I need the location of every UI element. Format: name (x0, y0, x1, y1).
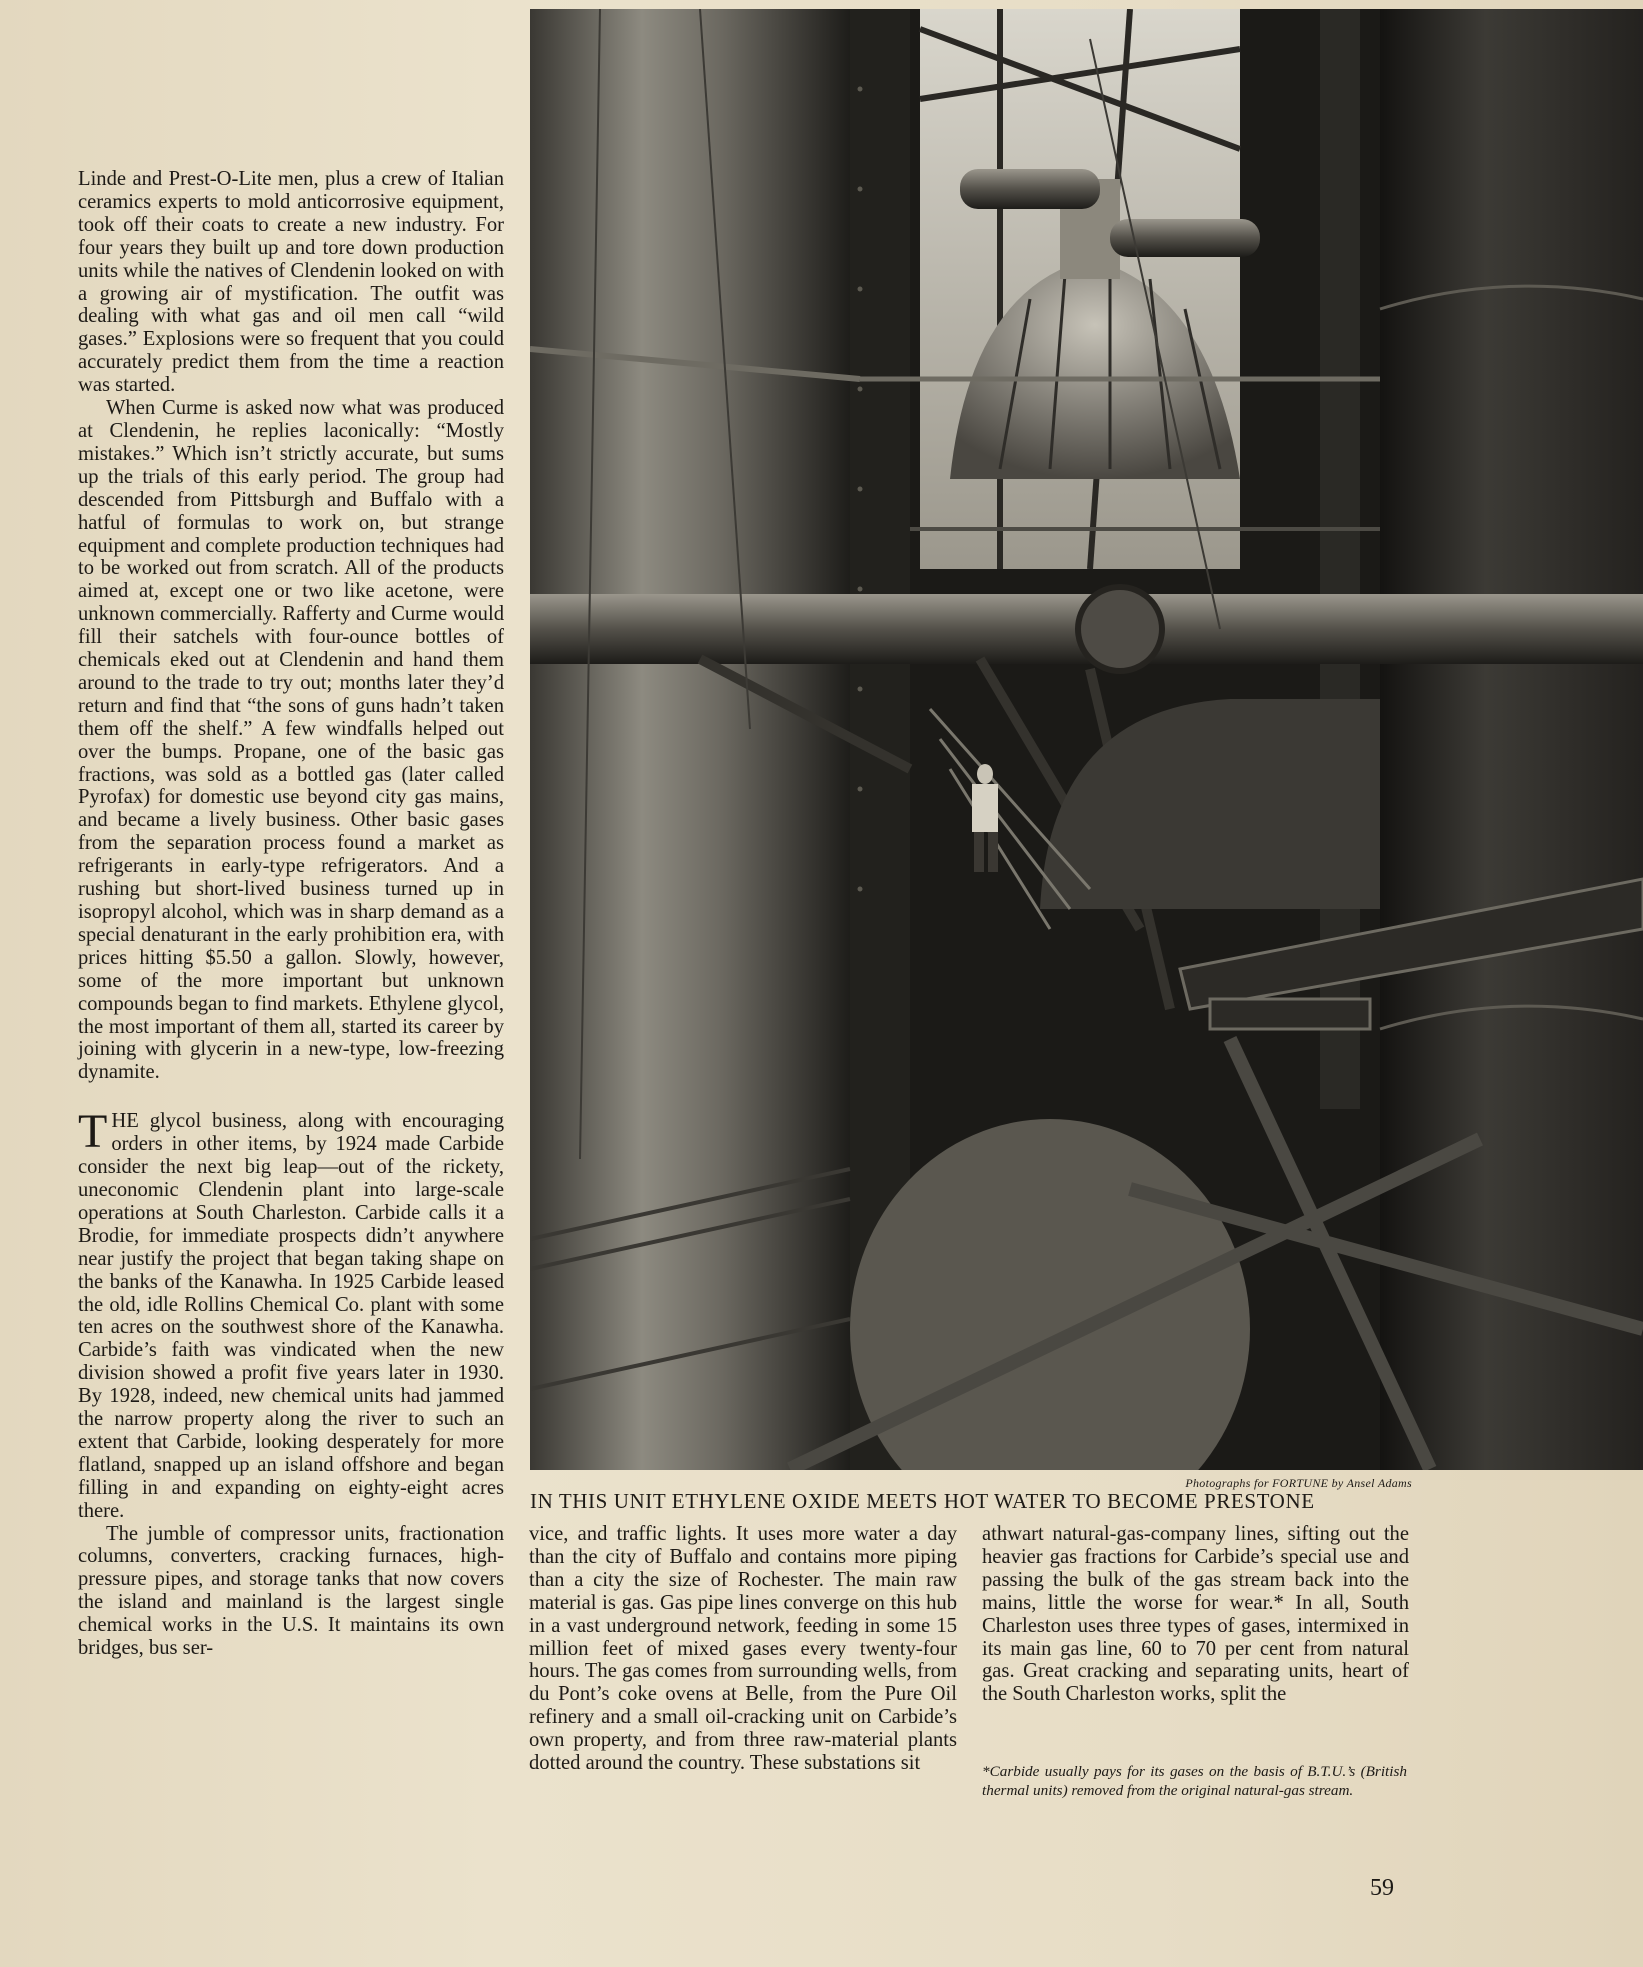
paragraph: Linde and Prest-O-Lite men, plus a crew of Italian ceramics experts to mold anticorrosive equipment, took off their coats to create a new industry. For four years they built up and tore down production units while the natives of Clendenin looked on with a growing air of mystification. The outfit was dealing with what gas and oil men call “wild gases.” Explosions were so frequent that you could accurately predict them from the time a reaction was started. (78, 168, 504, 397)
paragraph: athwart natural-gas-company lines, sifting out the heavier gas fractions for Carbide’s special use and passing the bulk of the gas stream back into the mains, little the worse for wear.* In all, South Charleston uses three types of gases, intermixed in its main gas line, 60 to 70 per cent from natural gas. Great cracking and separating units, heart of the South Charleston works, split the (982, 1523, 1409, 1706)
drop-cap: T (78, 1105, 108, 1159)
photo-caption: IN THIS UNIT ETHYLENE OXIDE MEETS HOT WATER TO BECOME PRESTONE (530, 1489, 1315, 1513)
footnote: *Carbide usually pays for its gases on the basis of B.T.U.’s (British thermal units) removed from the original natural-gas stream. (982, 1763, 1407, 1799)
paragraph-with-dropcap (78, 1105, 504, 1522)
photo-credit: Photographs for FORTUNE by Ansel Adams (1185, 1476, 1412, 1490)
paragraph-text: HE glycol business, along with encouraging orders in other items, by 1924 made Carbide consider the next big leap—out of the rickety, uneconomic Clendenin plant into large-scale operations at South Charleston. Carbide calls it a Brodie, for immediate prospects didn’t anywhere near justify the project that began taking shape on the banks of the Kanawha. In 1925 Carbide leased the old, idle Rollins Chemical Co. plant with some ten acres on the southwest shore of the Kanawha. Carbide’s faith was vindicated when the new division showed a profit five years later in 1930. By 1928, indeed, new chemical units had jammed the narrow property along the river to such an extent that Carbide, looking desperately for more flatland, snapped up an island offshore and began filling in and expanding on eighty-eight acres there. (78, 1110, 504, 1522)
industrial-plant-photo (530, 9, 1643, 1470)
middle-text-column (529, 1523, 957, 1775)
right-text-column (982, 1523, 1409, 1706)
photo-illustration (530, 9, 1643, 1470)
paragraph: vice, and traffic lights. It uses more water a day than the city of Buffalo and contains more piping than a city the size of Rochester. The main raw material is gas. Gas pipe lines converge on this hub in a vast underground network, feeding in some 15 million feet of mixed gases every twenty-four hours. The gas comes from surrounding wells, from du Pont’s coke ovens at Belle, from the Pure Oil refinery and a small oil-cracking unit on Carbide’s own property, and from three raw-material plants dotted around the country. These substations sit (529, 1523, 957, 1775)
paragraph: When Curme is asked now what was produced at Clendenin, he replies laconically: “Mostly mistakes.” Which isn’t strictly accurate, but sums up the trials of this early period. The group had descended from Pittsburgh and Buffalo with a hatful of formulas to work on, but strange equipment and complete production techniques had to be worked out from scratch. All of the products aimed at, except one or two like acetone, were unknown commercially. Rafferty and Curme would fill their satchels with four-ounce bottles of chemicals eked out at Clendenin and hand them around to the trade to try out; months later they’d return and find that “the sons of guns hadn’t taken them off the shelf.” A few windfalls helped out over the bumps. Propane, one of the basic gas fractions, was sold as a bottled gas (later called Pyrofax) for domestic use beyond city gas mains, and became a lively business. Other basic gases from the separation process found a market as refrigerants in early-type refrigerators. And a rushing but short-lived business turned up in isopropyl alcohol, which was in sharp demand as a special denaturant in the early prohibition era, with prices hitting $5.50 a gallon. Slowly, however, some of the more important but unknown compounds began to find markets. Ethylene glycol, the most important of them all, started its career by joining with glycerin in a new-type, low-freezing dynamite. (78, 397, 504, 1084)
paragraph: The jumble of compressor units, fractionation columns, converters, cracking furnaces, high-pressure pipes, and storage tanks that now covers the island and mainland is the largest single chemical works in the U.S. It maintains its own bridges, bus ser- (78, 1522, 504, 1660)
left-text-column (78, 168, 504, 1660)
page-number: 59 (1370, 1875, 1394, 1901)
